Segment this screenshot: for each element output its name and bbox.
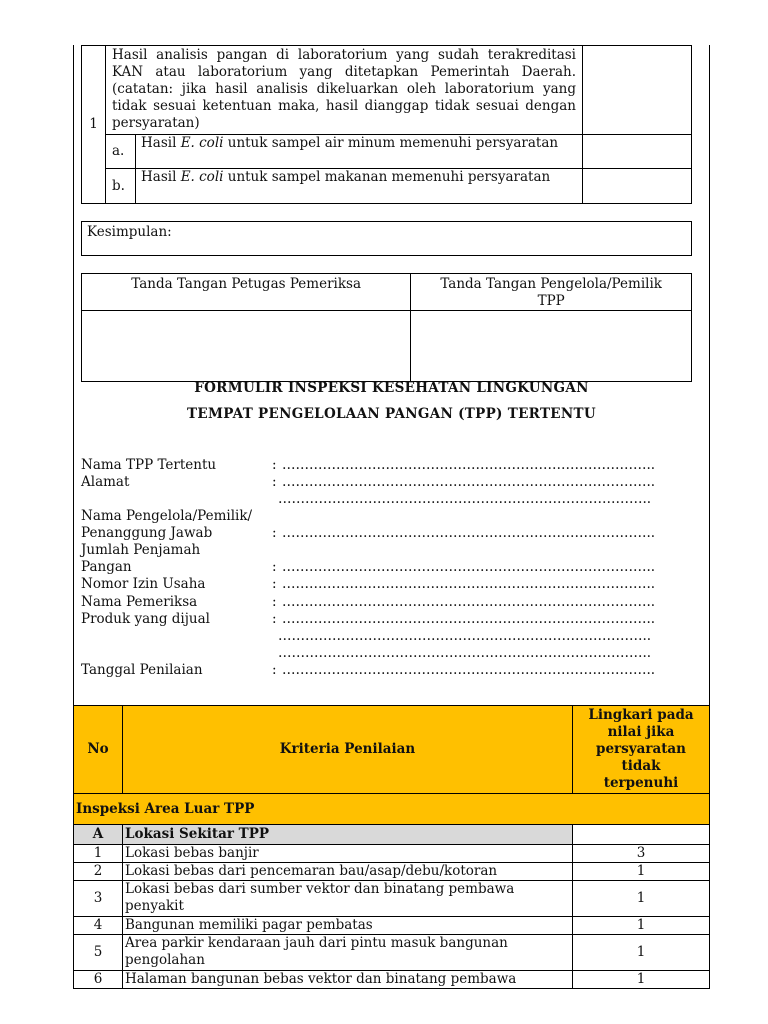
assessment-table bbox=[73, 705, 710, 989]
label-tanggal: Tanggal Penilaian bbox=[81, 662, 203, 678]
row-no: 2 bbox=[74, 863, 123, 881]
row-value[interactable]: 1 bbox=[573, 863, 710, 881]
field-alamat-1[interactable]: ……………………………………………………………………….. bbox=[282, 474, 656, 490]
colon: : bbox=[272, 474, 277, 490]
colon: : bbox=[272, 594, 277, 610]
field-produk-2[interactable]: ……………………………………………………………………….. bbox=[278, 628, 652, 644]
header-criteria: Kriteria Penilaian bbox=[123, 706, 573, 794]
conclusion-label: Kesimpulan: bbox=[87, 224, 172, 240]
section-title: Inspeksi Area Luar TPP bbox=[74, 794, 710, 825]
subsection-code: A bbox=[74, 825, 123, 845]
row-criteria: Bangunan memiliki pagar pembatas bbox=[123, 917, 573, 935]
signature-inspector-label: Tanda Tangan Petugas Pemeriksa bbox=[82, 274, 411, 311]
table-row bbox=[74, 881, 710, 917]
header-value: Lingkari pada nilai jika persyaratan tidak terpenuhi bbox=[573, 706, 710, 794]
subsection-title: Lokasi Sekitar TPP bbox=[123, 825, 573, 845]
row-value[interactable]: 1 bbox=[573, 935, 710, 971]
field-produk-3[interactable]: ……………………………………………………………………….. bbox=[278, 645, 652, 661]
row-no: 1 bbox=[74, 845, 123, 863]
signature-manager-area[interactable] bbox=[411, 311, 692, 382]
label-penjamah-2: Pangan bbox=[81, 559, 132, 575]
label-penjamah-1: Jumlah Penjamah bbox=[81, 542, 201, 558]
label-izin: Nomor Izin Usaha bbox=[81, 576, 206, 592]
colon: : bbox=[272, 525, 277, 541]
value-cell bbox=[583, 169, 692, 204]
row-no: 3 bbox=[74, 881, 123, 917]
row-criteria: Lokasi bebas dari pencemaran bau/asap/debu/kotoran bbox=[123, 863, 573, 881]
label-nama-tpp: Nama TPP Tertentu bbox=[81, 457, 217, 473]
colon: : bbox=[272, 457, 277, 473]
field-izin[interactable]: ……………………………………………………………………….. bbox=[282, 576, 656, 592]
row-value[interactable]: 3 bbox=[573, 845, 710, 863]
value-cell bbox=[573, 825, 710, 845]
row-criteria: Lokasi bebas banjir bbox=[123, 845, 573, 863]
signature-inspector-area[interactable] bbox=[82, 311, 411, 382]
row-no: 5 bbox=[74, 935, 123, 971]
row-no: 4 bbox=[74, 917, 123, 935]
field-pengelola[interactable]: ……………………………………………………………………….. bbox=[282, 525, 656, 541]
row-value[interactable]: 1 bbox=[573, 917, 710, 935]
sub-b-text: Hasil E. coli untuk sampel makanan memenuhi persyaratan bbox=[136, 169, 583, 204]
label-pengelola-1: Nama Pengelola/Pemilik/ bbox=[81, 508, 253, 524]
form-title-1: FORMULIR INSPEKSI KESEHATAN LINGKUNGAN bbox=[194, 380, 589, 396]
criteria-table-top bbox=[81, 45, 692, 204]
lab-analysis-text: Hasil analisis pangan di laboratorium yang sudah terakreditasi KAN atau laboratorium yang ditetapkan Pemerintah Daerah. (catatan: jika hasil analisis dikeluarkan oleh laboratorium yang tidak sesuai ketentuan maka, hasil dianggap tidak sesuai dengan persyaratan) bbox=[106, 46, 583, 135]
row-value[interactable]: 1 bbox=[573, 881, 710, 917]
signature-manager-label: Tanda Tangan Pengelola/Pemilik TPP bbox=[411, 274, 692, 311]
colon: : bbox=[272, 559, 277, 575]
field-alamat-2[interactable]: ……………………………………………………………………….. bbox=[278, 491, 652, 507]
form-title-2: TEMPAT PENGELOLAAN PANGAN (TPP) TERTENTU bbox=[187, 406, 596, 422]
table-row bbox=[74, 845, 710, 863]
colon: : bbox=[272, 576, 277, 592]
label-produk: Produk yang dijual bbox=[81, 611, 210, 627]
conclusion-box[interactable] bbox=[81, 221, 692, 256]
label-alamat: Alamat bbox=[81, 474, 130, 490]
row-value[interactable]: 1 bbox=[573, 971, 710, 989]
field-nama-tpp[interactable]: ……………………………………………………………………….. bbox=[282, 457, 656, 473]
sub-b-label: b. bbox=[106, 169, 136, 204]
field-pemeriksa[interactable]: ……………………………………………………………………….. bbox=[282, 594, 656, 610]
label-pemeriksa: Nama Pemeriksa bbox=[81, 594, 198, 610]
value-cell bbox=[583, 46, 692, 135]
row-number: 1 bbox=[82, 46, 106, 204]
field-produk-1[interactable]: ……………………………………………………………………….. bbox=[282, 611, 656, 627]
colon: : bbox=[272, 662, 277, 678]
table-row bbox=[74, 863, 710, 881]
row-criteria: Halaman bangunan bebas vektor dan binatang pembawa bbox=[123, 971, 573, 989]
field-penjamah[interactable]: ……………………………………………………………………….. bbox=[282, 559, 656, 575]
table-row bbox=[74, 917, 710, 935]
label-pengelola-2: Penanggung Jawab bbox=[81, 525, 213, 541]
row-criteria: Lokasi bebas dari sumber vektor dan binatang pembawa penyakit bbox=[123, 881, 573, 917]
table-row bbox=[74, 971, 710, 989]
header-no: No bbox=[74, 706, 123, 794]
signature-table bbox=[81, 273, 692, 382]
field-tanggal[interactable]: ……………………………………………………………………….. bbox=[282, 662, 656, 678]
sub-a-text: Hasil E. coli untuk sampel air minum memenuhi persyaratan bbox=[136, 135, 583, 169]
sub-a-label: a. bbox=[106, 135, 136, 169]
colon: : bbox=[272, 611, 277, 627]
row-no: 6 bbox=[74, 971, 123, 989]
row-criteria: Area parkir kendaraan jauh dari pintu masuk bangunan pengolahan bbox=[123, 935, 573, 971]
table-row bbox=[74, 935, 710, 971]
value-cell bbox=[583, 135, 692, 169]
